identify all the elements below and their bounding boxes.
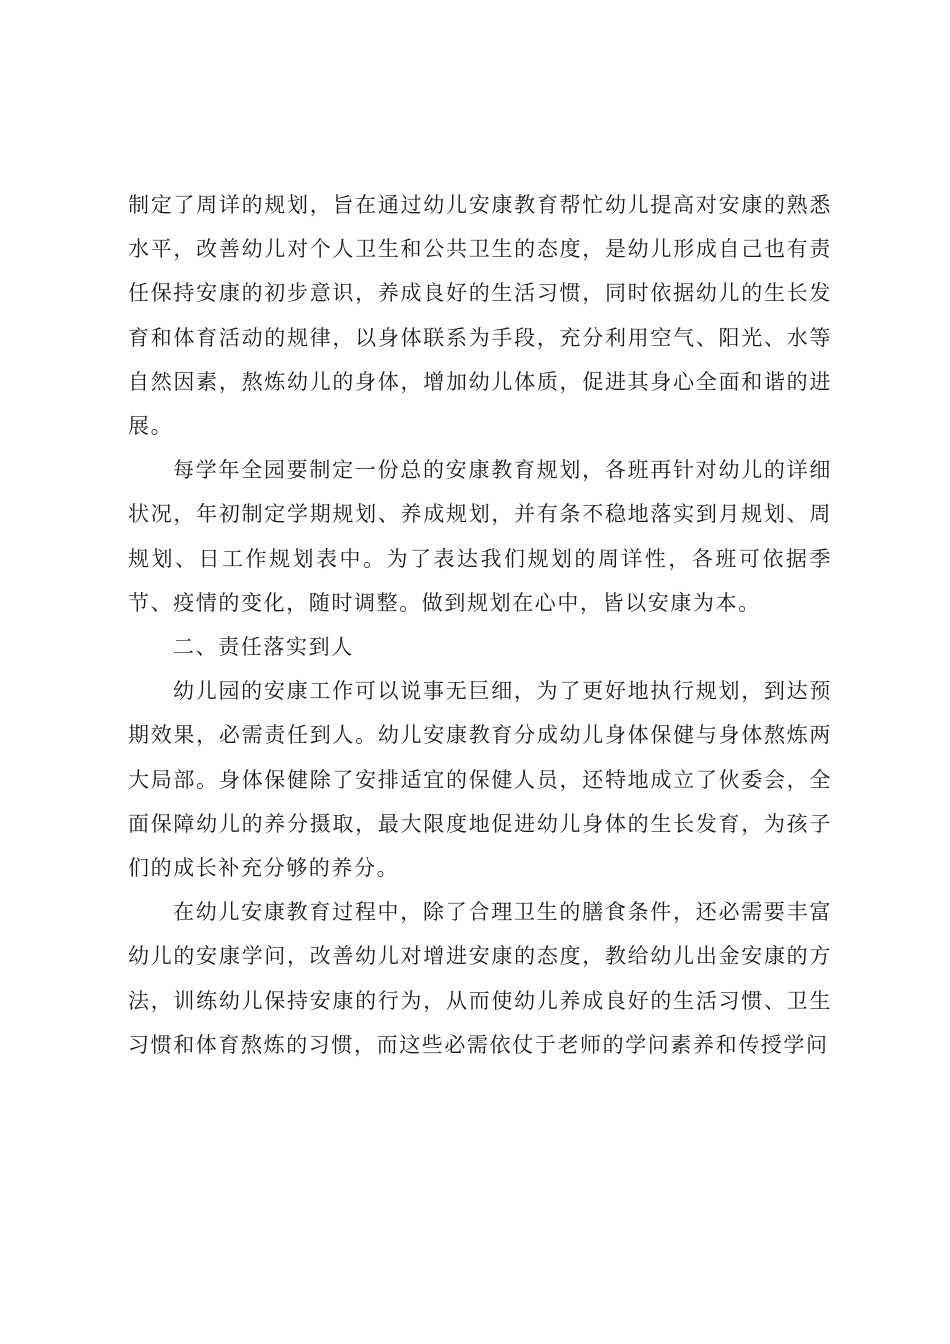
section-heading-responsibility: 二、责任落实到人 [173,635,354,660]
paragraph-annual-plan: 每学年全园要制定一份总的安康教育规划，各班再针对幼儿的详细状况，年初制定学期规划、养成规划，并有条不稳地落实到月规划、周规划、日工作规划表中。为了表达我们规划的周详性，各班可依据季节、疫情的变化，随时调整。做到规划在心中，皆以安康为本。 [128,458,832,615]
document-body [128,183,832,1067]
paragraph-continuation: 制定了周详的规划，旨在通过幼儿安康教育帮忙幼儿提高对安康的熟悉水平，改善幼儿对个人卫生和公共卫生的态度，是幼儿形成自己也有责任保持安康的初步意识，养成良好的生活习惯，同时依据幼儿的生长发育和体育活动的规律，以身体联系为手段，充分利用空气、阳光、水等自然因素，熬炼幼儿的身体，增加幼儿体质，促进其身心全面和谐的进展。 [128,193,832,439]
paragraph-education-process: 在幼儿安康教育过程中，除了合理卫生的膳食条件，还必需要丰富幼儿的安康学问，改善幼儿对增进安康的态度，教给幼儿出金安康的方法，训练幼儿保持安康的行为，从而使幼儿养成良好的生活习惯、卫生习惯和体育熬炼的习惯，而这些必需依仗于老师的学问素养和传授学问 [128,900,832,1057]
paragraph-responsibility: 幼儿园的安康工作可以说事无巨细，为了更好地执行规划，到达预期效果，必需责任到人。幼儿安康教育分成幼儿身体保健与身体熬炼两大局部。身体保健除了安排适宜的保健人员，还特地成立了伙委会，全面保障幼儿的养分摄取，最大限度地促进幼儿身体的生长发育，为孩子们的成长补充分够的养分。 [128,679,832,881]
